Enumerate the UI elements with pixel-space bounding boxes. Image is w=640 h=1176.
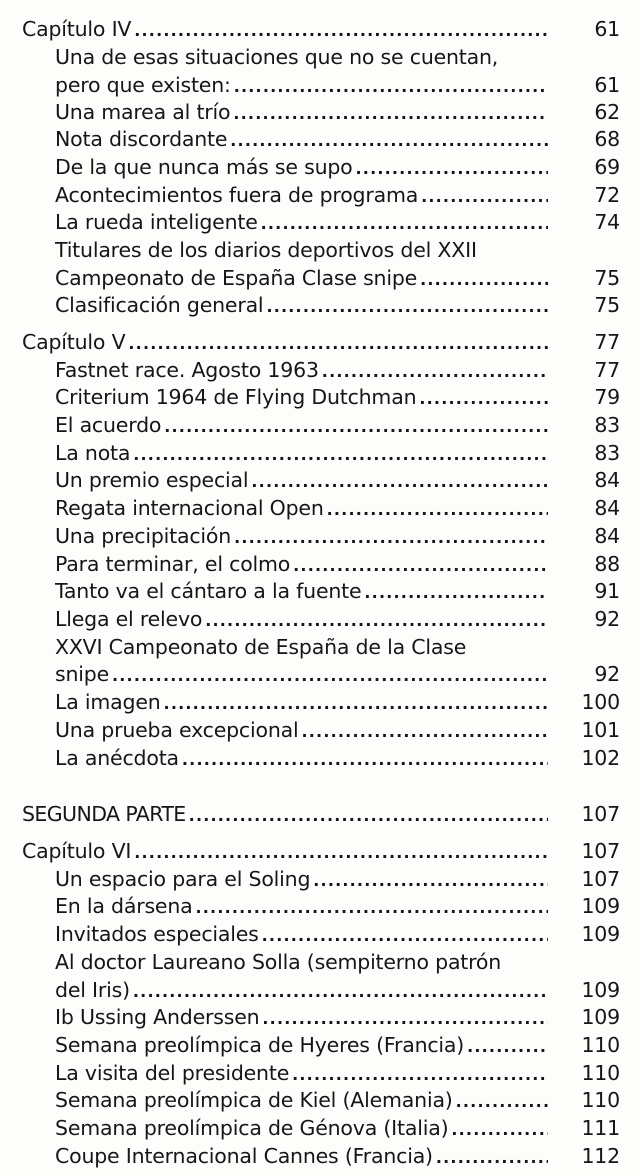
toc-page-number: 62 bbox=[594, 100, 620, 124]
toc-subentry bbox=[0, 717, 640, 743]
dot-leader bbox=[234, 525, 548, 549]
toc-entry-line bbox=[55, 606, 548, 632]
toc-entry-title: SEGUNDA PARTE bbox=[22, 802, 186, 826]
toc-entry-line bbox=[55, 1143, 548, 1169]
toc-entry-title: Una de esas situaciones que no se cuentan, bbox=[55, 45, 499, 69]
toc-chapter-entry bbox=[0, 801, 640, 827]
toc-entry-title: La rueda inteligente bbox=[55, 210, 258, 234]
toc-page-number: 72 bbox=[594, 183, 620, 207]
dot-leader bbox=[266, 294, 548, 318]
dot-leader bbox=[313, 868, 548, 892]
toc-subentry bbox=[0, 578, 640, 604]
toc-page-number: 100 bbox=[581, 690, 620, 714]
dot-leader bbox=[420, 267, 548, 291]
toc-page-number: 112 bbox=[581, 1144, 620, 1168]
toc-page-number: 109 bbox=[581, 1005, 620, 1029]
dot-leader bbox=[205, 608, 548, 632]
toc-entry-line bbox=[22, 16, 548, 42]
dot-leader bbox=[182, 747, 548, 771]
toc-entry-line bbox=[55, 182, 548, 208]
dot-leader bbox=[467, 1034, 548, 1058]
toc-page-number: 68 bbox=[594, 127, 620, 151]
toc-entry-title: Coupe Internacional Cannes (Francia) bbox=[55, 1144, 433, 1168]
toc-subentry bbox=[0, 154, 640, 180]
toc-entry-line bbox=[55, 384, 548, 410]
toc-chapter-entry bbox=[0, 16, 640, 42]
toc-chapter-entry bbox=[0, 838, 640, 864]
dot-leader bbox=[233, 101, 548, 125]
toc-subentry bbox=[0, 1115, 640, 1141]
toc-entry-title: Una marea al trío bbox=[55, 100, 231, 124]
dot-leader bbox=[419, 386, 548, 410]
toc-entry-title: Para terminar, el colmo bbox=[55, 552, 291, 576]
dot-leader bbox=[234, 74, 548, 98]
toc-subentry bbox=[0, 1060, 640, 1086]
toc-entry-title: Capítulo V bbox=[22, 330, 126, 354]
toc-entry-title: Ib Ussing Anderssen bbox=[55, 1005, 260, 1029]
toc-entry-line bbox=[55, 495, 548, 521]
toc-entry-title: De la que nunca más se supo bbox=[55, 155, 353, 179]
toc-entry-line bbox=[55, 412, 548, 438]
toc-entry-line bbox=[55, 921, 548, 947]
toc-subentry bbox=[0, 606, 640, 632]
toc-entry-line bbox=[55, 949, 548, 975]
dot-leader bbox=[164, 691, 548, 715]
toc-entry-line bbox=[55, 440, 548, 466]
toc-entry-title: Capítulo VI bbox=[22, 839, 132, 863]
toc-page-number: 107 bbox=[581, 839, 620, 863]
toc-page-number: 111 bbox=[581, 1116, 620, 1140]
toc-subentry bbox=[0, 237, 640, 263]
toc-entry-line bbox=[55, 265, 548, 291]
toc-chapter-entry bbox=[0, 329, 640, 355]
toc-page-number: 109 bbox=[581, 922, 620, 946]
toc-entry-line bbox=[55, 154, 548, 180]
dot-leader bbox=[293, 553, 548, 577]
toc-subentry bbox=[0, 866, 640, 892]
toc-entry-title: En la dársena bbox=[55, 894, 193, 918]
dot-leader bbox=[164, 414, 548, 438]
dot-leader bbox=[134, 18, 548, 42]
toc-entry-title: pero que existen: bbox=[55, 73, 231, 97]
toc-page-number: 109 bbox=[581, 894, 620, 918]
toc-entry-line bbox=[55, 689, 548, 715]
toc-page-number: 75 bbox=[594, 293, 620, 317]
toc-entry-line bbox=[55, 44, 548, 70]
toc-subentry bbox=[0, 265, 640, 291]
toc-subentry bbox=[0, 44, 640, 70]
toc-entry-title: snipe bbox=[55, 662, 109, 686]
dot-leader bbox=[456, 1089, 548, 1113]
toc-entry-line bbox=[55, 99, 548, 125]
dot-leader bbox=[262, 1006, 548, 1030]
toc-page-number: 88 bbox=[594, 552, 620, 576]
dot-leader bbox=[292, 1062, 548, 1086]
toc-entry-line bbox=[55, 977, 548, 1003]
toc-page-number: 92 bbox=[594, 662, 620, 686]
toc-entry-line bbox=[55, 292, 548, 318]
toc-subentry bbox=[0, 1032, 640, 1058]
toc-page-number: 61 bbox=[594, 73, 620, 97]
toc-subentry bbox=[0, 745, 640, 771]
toc-subentry bbox=[0, 495, 640, 521]
dot-leader bbox=[112, 663, 548, 687]
toc-subentry bbox=[0, 209, 640, 235]
toc-entry-line bbox=[55, 1060, 548, 1086]
toc-entry-line bbox=[22, 838, 548, 864]
toc-entry-title: Nota discordante bbox=[55, 127, 228, 151]
toc-entry-line bbox=[55, 551, 548, 577]
toc-page-number: 77 bbox=[594, 358, 620, 382]
toc-entry-title: Un premio especial bbox=[55, 468, 249, 492]
toc-entry-line bbox=[55, 634, 548, 660]
toc-entry-title: Fastnet race. Agosto 1963 bbox=[55, 358, 319, 382]
toc-entry-title: Semana preolímpica de Génova (Italia) bbox=[55, 1116, 449, 1140]
toc-page-number: 74 bbox=[594, 210, 620, 234]
toc-entry-line bbox=[55, 717, 548, 743]
toc-entry-title: Acontecimientos fuera de programa bbox=[55, 183, 419, 207]
toc-subentry bbox=[0, 357, 640, 383]
toc-entry-title: La nota bbox=[55, 441, 131, 465]
toc-subentry bbox=[0, 893, 640, 919]
toc-page-number: 83 bbox=[594, 413, 620, 437]
dot-leader bbox=[189, 803, 548, 827]
toc-subentry bbox=[0, 72, 640, 98]
toc-page-number: 79 bbox=[594, 385, 620, 409]
toc-entry-title: Semana preolímpica de Hyeres (Francia) bbox=[55, 1033, 465, 1057]
dot-leader bbox=[133, 979, 548, 1003]
toc-subentry bbox=[0, 1004, 640, 1030]
dot-leader bbox=[356, 156, 548, 180]
toc-entry-line bbox=[55, 1032, 548, 1058]
dot-leader bbox=[261, 211, 548, 235]
dot-leader bbox=[133, 442, 548, 466]
toc-subentry bbox=[0, 292, 640, 318]
toc-entry-line bbox=[55, 72, 548, 98]
toc-entry-title: Capítulo IV bbox=[22, 17, 132, 41]
toc-entry-title: Llega el relevo bbox=[55, 607, 203, 631]
toc-page-number: 84 bbox=[594, 524, 620, 548]
toc-subentry bbox=[0, 384, 640, 410]
toc-subentry bbox=[0, 126, 640, 152]
toc-entry-line bbox=[55, 745, 548, 771]
toc-entry-line bbox=[55, 578, 548, 604]
toc-page-number: 92 bbox=[594, 607, 620, 631]
toc-subentry bbox=[0, 440, 640, 466]
toc-subentry bbox=[0, 661, 640, 687]
dot-leader bbox=[436, 1145, 548, 1169]
dot-leader bbox=[451, 1117, 548, 1141]
toc-subentry bbox=[0, 949, 640, 975]
toc-entry-title: Semana preolímpica de Kiel (Alemania) bbox=[55, 1088, 453, 1112]
toc-page-number: 109 bbox=[581, 978, 620, 1002]
toc-entry-title: Titulares de los diarios deportivos del XXII bbox=[55, 238, 477, 262]
dot-leader bbox=[251, 469, 548, 493]
toc-subentry bbox=[0, 921, 640, 947]
toc-entry-title: del Iris) bbox=[55, 978, 130, 1002]
dot-leader bbox=[134, 840, 548, 864]
dot-leader bbox=[302, 719, 549, 743]
toc-page-number: 110 bbox=[581, 1088, 620, 1112]
toc-page-number: 84 bbox=[594, 496, 620, 520]
toc-entry-title: La imagen bbox=[55, 690, 161, 714]
toc-subentry bbox=[0, 99, 640, 125]
toc-subentry bbox=[0, 467, 640, 493]
toc-entry-line bbox=[55, 1087, 548, 1113]
toc-entry-title: Una prueba excepcional bbox=[55, 718, 299, 742]
toc-page-number: 69 bbox=[594, 155, 620, 179]
toc-entry-line bbox=[55, 357, 548, 383]
toc-page-number: 107 bbox=[581, 802, 620, 826]
toc-entry-line bbox=[55, 661, 548, 687]
toc-page-number: 77 bbox=[594, 330, 620, 354]
toc-entry-title: Campeonato de España Clase snipe bbox=[55, 266, 418, 290]
toc-entry-line bbox=[55, 209, 548, 235]
dot-leader bbox=[230, 128, 548, 152]
toc-subentry bbox=[0, 182, 640, 208]
dot-leader bbox=[327, 497, 548, 521]
toc-page-number: 84 bbox=[594, 468, 620, 492]
toc-subentry bbox=[0, 1143, 640, 1169]
toc-subentry bbox=[0, 977, 640, 1003]
toc-page-number: 110 bbox=[581, 1061, 620, 1085]
toc-entry-title: Regata internacional Open bbox=[55, 496, 324, 520]
dot-leader bbox=[322, 359, 548, 383]
toc-entry-line bbox=[55, 467, 548, 493]
toc-page-number: 101 bbox=[581, 718, 620, 742]
toc-subentry bbox=[0, 689, 640, 715]
dot-leader bbox=[364, 580, 548, 604]
toc-subentry bbox=[0, 634, 640, 660]
toc-subentry bbox=[0, 551, 640, 577]
toc-entry-title: Criterium 1964 de Flying Dutchman bbox=[55, 385, 417, 409]
toc-entry-title: Un espacio para el Soling bbox=[55, 867, 311, 891]
toc-entry-title: XXVI Campeonato de España de la Clase bbox=[55, 635, 467, 659]
toc-entry-line bbox=[55, 523, 548, 549]
toc-entry-title: La anécdota bbox=[55, 746, 179, 770]
dot-leader bbox=[262, 923, 548, 947]
toc-entry-line bbox=[55, 866, 548, 892]
toc-entry-line bbox=[55, 237, 548, 263]
toc-entry-line bbox=[55, 1004, 548, 1030]
toc-entry-title: Una precipitación bbox=[55, 524, 232, 548]
toc-entry-line bbox=[22, 801, 548, 827]
toc-entry-title: Al doctor Laureano Solla (sempiterno patrón bbox=[55, 950, 502, 974]
toc-entry-title: Invitados especiales bbox=[55, 922, 259, 946]
toc-page-number: 110 bbox=[581, 1033, 620, 1057]
toc-subentry bbox=[0, 412, 640, 438]
toc-entry-line bbox=[55, 893, 548, 919]
toc-subentry bbox=[0, 523, 640, 549]
dot-leader bbox=[196, 895, 549, 919]
toc-page-number: 102 bbox=[581, 746, 620, 770]
toc-entry-line bbox=[55, 126, 548, 152]
dot-leader bbox=[128, 331, 548, 355]
toc-entry-line bbox=[22, 329, 548, 355]
toc-entry-title: El acuerdo bbox=[55, 413, 162, 437]
toc-entry-title: Clasificación general bbox=[55, 293, 264, 317]
toc-page-number: 83 bbox=[594, 441, 620, 465]
dot-leader bbox=[421, 184, 548, 208]
toc-page-number: 61 bbox=[594, 17, 620, 41]
toc-entry-title: La visita del presidente bbox=[55, 1061, 290, 1085]
toc-subentry bbox=[0, 1087, 640, 1113]
toc-page-number: 91 bbox=[594, 579, 620, 603]
toc-entry-line bbox=[55, 1115, 548, 1141]
toc-page-number: 107 bbox=[581, 867, 620, 891]
toc-entry-title: Tanto va el cántaro a la fuente bbox=[55, 579, 362, 603]
toc-page-number: 75 bbox=[594, 266, 620, 290]
